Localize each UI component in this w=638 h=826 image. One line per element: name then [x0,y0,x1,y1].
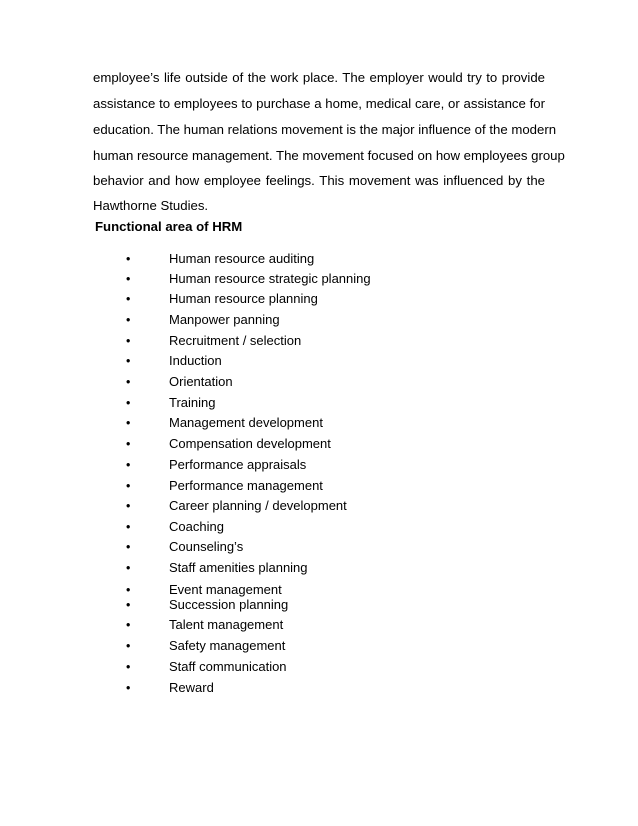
list-item-label: Staff amenities planning [169,560,308,575]
bullet-icon: • [126,252,131,266]
bullet-icon: • [126,458,131,472]
section-heading: Functional area of HRM [95,219,243,234]
paragraph-line: human resource management. The movement focused on how employees group [93,148,565,163]
list-item [0,595,638,615]
bullet-icon: • [126,499,131,513]
list-item-label: Performance management [169,478,323,493]
list-item-label: Coaching [169,519,224,534]
bullet-icon: • [126,520,131,534]
list-item [0,517,638,537]
list-item [0,393,638,413]
list-item-label: Safety management [169,638,286,653]
list-item-label: Manpower panning [169,312,280,327]
bullet-icon: • [126,598,131,612]
list-item-label: Training [169,395,216,410]
list-item-label: Succession planning [169,597,289,612]
bullet-icon: • [126,416,131,430]
paragraph-line: employee’s life outside of the work place. The employer would try to provide [93,70,545,85]
paragraph-line: assistance to employees to purchase a home, medical care, or assistance for [93,96,545,111]
list-item [0,636,638,656]
list-item-label: Recruitment / selection [169,333,302,348]
list-item [0,476,638,496]
list-item-label: Compensation development [169,436,331,451]
list-item [0,496,638,516]
list-item [0,537,638,557]
list-item [0,351,638,371]
list-item [0,269,638,289]
list-item-label: Performance appraisals [169,457,307,472]
list-item-label: Staff communication [169,659,287,674]
list-item [0,310,638,330]
list-item-label: Event management [169,582,282,597]
bullet-icon: • [126,375,131,389]
bullet-icon: • [126,272,131,286]
list-item-label: Human resource strategic planning [169,271,371,286]
bullet-icon: • [126,313,131,327]
list-item [0,455,638,475]
list-item [0,615,638,635]
bullet-icon: • [126,292,131,306]
list-item [0,678,638,698]
list-item-label: Counseling’s [169,539,244,554]
bullet-icon: • [126,618,131,632]
bullet-icon: • [126,561,131,575]
bullet-icon: • [126,540,131,554]
bullet-icon: • [126,354,131,368]
list-item [0,372,638,392]
paragraph-line: Hawthorne Studies. [93,198,209,213]
list-item-label: Talent management [169,617,284,632]
list-item-label: Reward [169,680,214,695]
bullet-icon: • [126,396,131,410]
bullet-icon: • [126,479,131,493]
list-item-label: Career planning / development [169,498,347,513]
list-item [0,331,638,351]
bullet-icon: • [126,583,131,597]
list-item [0,413,638,433]
list-item [0,249,638,269]
bullet-icon: • [126,334,131,348]
bullet-icon: • [126,660,131,674]
list-item-label: Management development [169,415,323,430]
list-item [0,657,638,677]
list-item-label: Human resource auditing [169,251,315,266]
list-item-label: Orientation [169,374,233,389]
list-item [0,434,638,454]
list-item-label: Human resource planning [169,291,318,306]
list-item-label: Induction [169,353,222,368]
list-item [0,558,638,578]
paragraph-line: behavior and how employee feelings. This movement was influenced by the [93,173,545,188]
bullet-icon: • [126,681,131,695]
paragraph-line: education. The human relations movement is the major influence of the modern [93,122,557,137]
list-item [0,289,638,309]
bullet-icon: • [126,437,131,451]
bullet-icon: • [126,639,131,653]
